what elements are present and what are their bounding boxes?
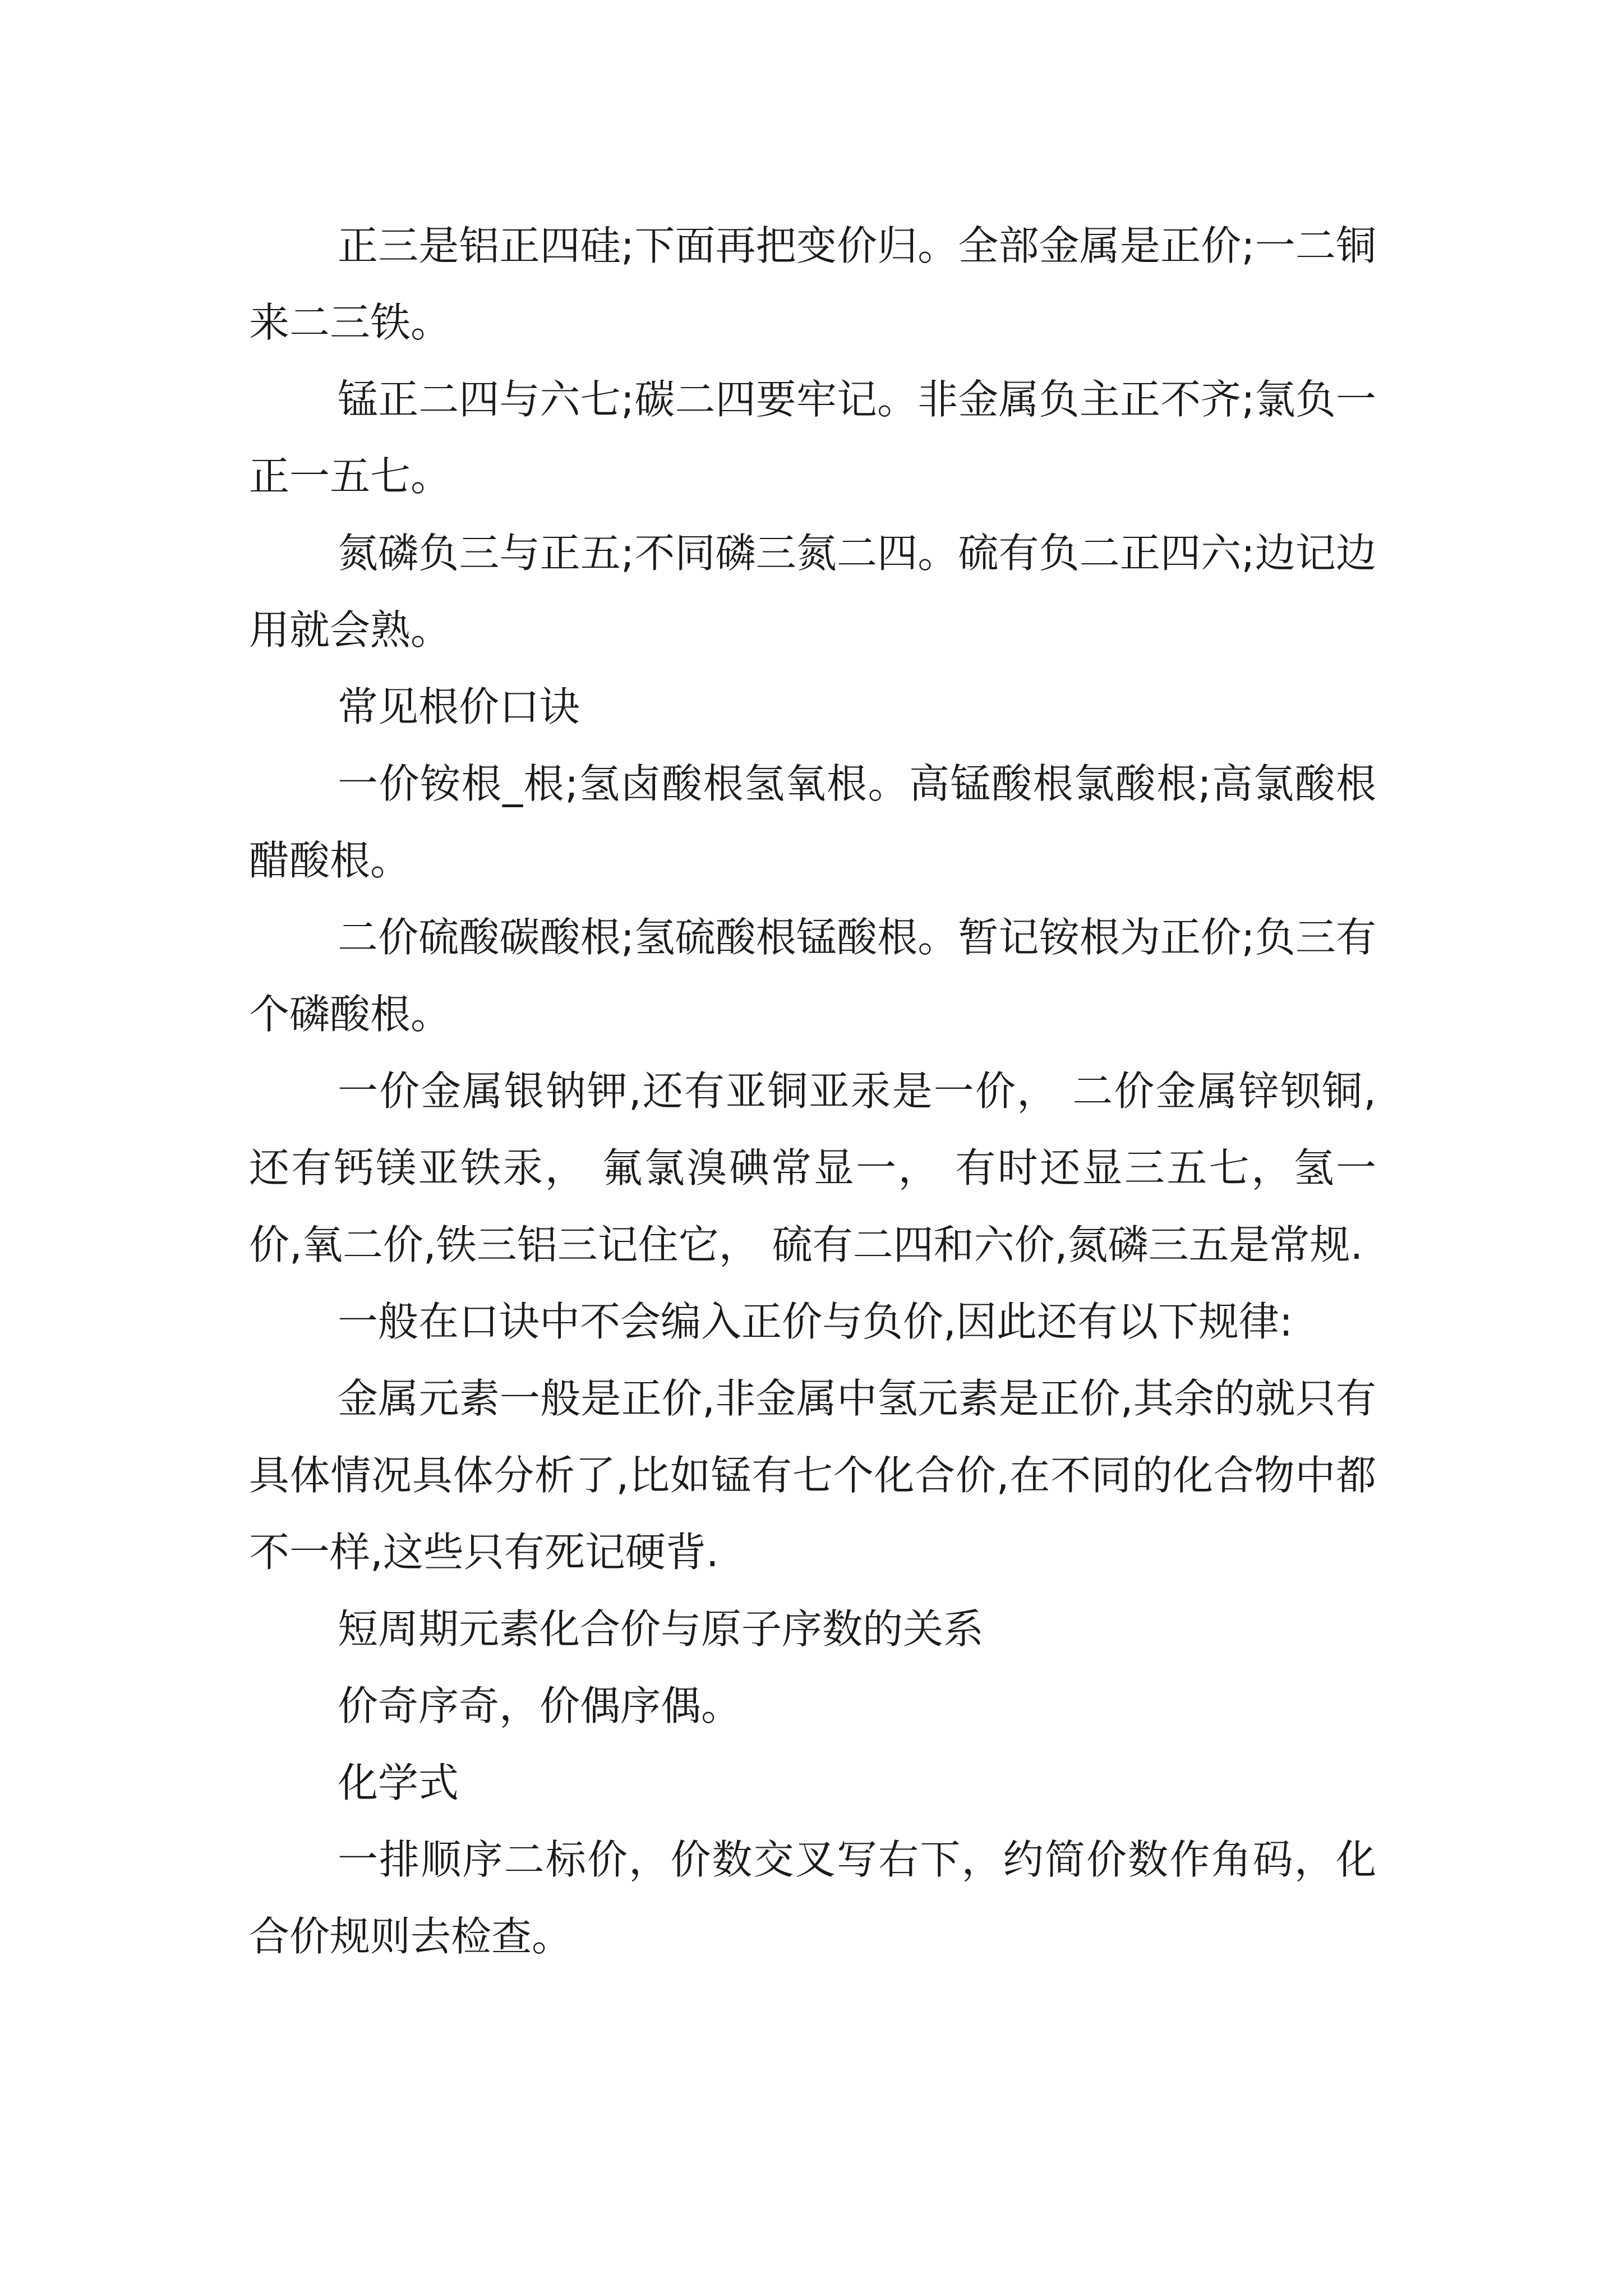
section-heading-chemical-formula: 化学式 xyxy=(338,1759,459,1806)
paragraph-metal-valence: 正三是铝正四硅;下面再把变价归。全部金属是正价;一二铜来二三铁。 xyxy=(249,222,1376,346)
paragraph-odd-even-rule: 价奇序奇，价偶序偶。 xyxy=(338,1682,742,1729)
paragraph-nitrogen-phosphorus-valence: 氮磷负三与正五;不同磷三氮二四。硫有负二正四六;边记边用就会熟。 xyxy=(249,530,1376,654)
paragraph-formula-writing-rhyme: 一排顺序二标价，价数交叉写右下，约简价数作角码，化合价规则去检查。 xyxy=(249,1836,1376,1960)
section-heading-radical-valence: 常见根价口诀 xyxy=(338,683,580,730)
paragraph-common-valence-rhyme: 一价金属银钠钾,还有亚铜亚汞是一价， 二价金属锌钡铜,还有钙镁亚铁汞， 氟氯溴碘常显一， 有时还显三五七，氢一价,氧二价,铁三铝三记住它， 硫有二四和六价,氮磷三五是常规. xyxy=(249,1068,1376,1268)
paragraph-valence-rule-intro: 一般在口诀中不会编入正价与负价,因此还有以下规律: xyxy=(338,1298,1293,1345)
paragraph-monovalent-radicals: 一价铵根_根;氢卤酸根氢氧根。高锰酸根氯酸根;高氯酸根醋酸根。 xyxy=(249,760,1376,884)
document-body xyxy=(249,208,1376,1975)
paragraph-valence-rule-detail: 金属元素一般是正价,非金属中氢元素是正价,其余的就只有具体情况具体分析了,比如锰有七个化合价,在不同的化合物中都不一样,这些只有死记硬背. xyxy=(249,1375,1376,1576)
paragraph-manganese-valence: 锰正二四与六七;碳二四要牢记。非金属负主正不齐;氯负一正一五七。 xyxy=(249,376,1376,500)
paragraph-divalent-radicals: 二价硫酸碳酸根;氢硫酸根锰酸根。暂记铵根为正价;负三有个磷酸根。 xyxy=(249,914,1376,1038)
section-heading-short-period: 短周期元素化合价与原子序数的关系 xyxy=(338,1605,984,1653)
